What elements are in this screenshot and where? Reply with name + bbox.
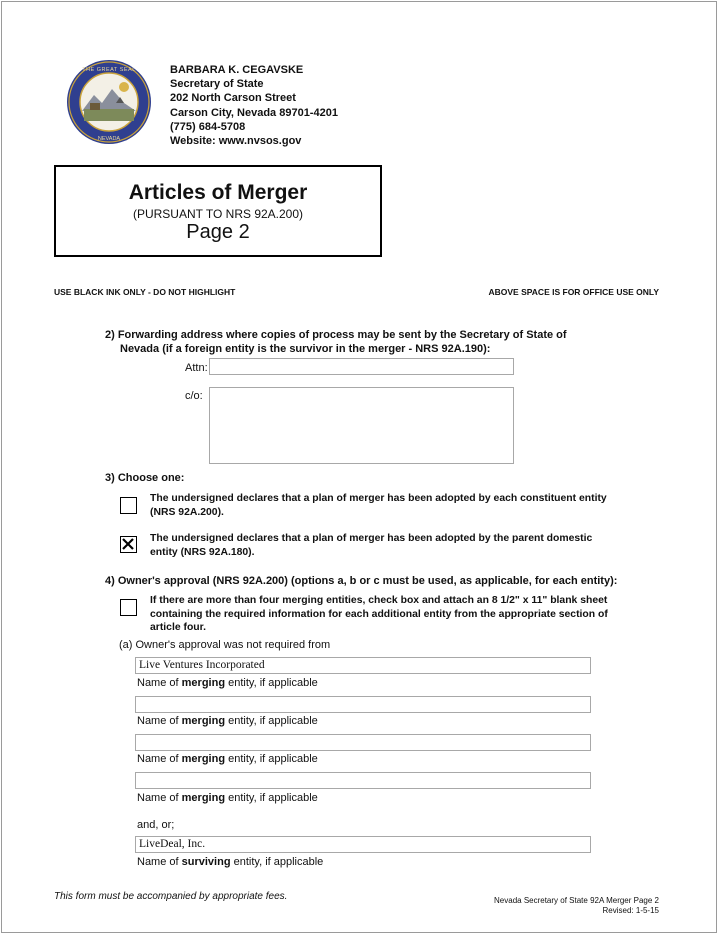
- and-or-label: and, or;: [137, 819, 175, 831]
- caption-bold: merging: [181, 677, 226, 689]
- revised-date: Revised: 1-5-15: [602, 906, 659, 915]
- form-page-label: Page 2: [186, 221, 250, 243]
- merging-entity-4-caption: [137, 792, 318, 804]
- form-title: Articles of Merger: [128, 181, 308, 204]
- attn-label: Attn:: [185, 362, 208, 374]
- co-label: c/o:: [185, 390, 203, 402]
- caption-prefix: Name of: [137, 856, 182, 868]
- caption-suffix: entity, if applicable: [225, 753, 318, 765]
- caption-prefix: Name of: [137, 792, 182, 804]
- form-title-box: [54, 165, 382, 257]
- merging-entity-3-input[interactable]: [135, 734, 591, 751]
- caption-prefix: Name of: [137, 715, 182, 727]
- sos-website: Website: www.nvsos.gov: [170, 135, 302, 148]
- svg-text:NEVADA: NEVADA: [97, 136, 121, 142]
- office-use-note: ABOVE SPACE IS FOR OFFICE USE ONLY: [488, 287, 659, 297]
- form-subtitle: (PURSUANT TO NRS 92A.200): [132, 207, 304, 221]
- extra-entities-text: [150, 594, 608, 635]
- sos-street: 202 North Carson Street: [170, 92, 296, 105]
- form-footer-id: [494, 896, 659, 916]
- merging-entity-3-caption: [137, 753, 318, 765]
- nevada-state-seal: [66, 59, 152, 145]
- caption-prefix: Name of: [137, 677, 182, 689]
- sub-a-label: (a) Owner's approval was not required from: [119, 639, 331, 651]
- section-2-line1: 2) Forwarding address where copies of process may be sent by the Secretary of State of: [105, 329, 567, 341]
- option-1-line1: The undersigned declares that a plan of merger has been adopted by each constituent entity: [150, 493, 607, 504]
- option-2-line2: entity (NRS 92A.180).: [150, 546, 255, 558]
- extra-entities-checkbox[interactable]: [120, 599, 137, 616]
- caption-suffix: entity, if applicable: [230, 856, 324, 868]
- ink-instruction: USE BLACK INK ONLY - DO NOT HIGHLIGHT: [54, 287, 236, 297]
- section-2-line2: Nevada (if a foreign entity is the survivor in the merger - NRS 92A.190):: [120, 343, 491, 355]
- caption-bold: merging: [181, 753, 226, 765]
- extra-line2: containing the required information for each additional entity from the appropriate section of: [150, 608, 608, 620]
- check-x-icon: [121, 537, 135, 551]
- secretary-of-state-header: [170, 63, 338, 148]
- section-2-heading: [105, 328, 567, 356]
- form-id: Nevada Secretary of State 92A Merger Page 2: [494, 896, 659, 905]
- caption-bold: surviving: [181, 856, 231, 868]
- caption-bold: merging: [181, 792, 226, 804]
- svg-text:THE GREAT SEAL: THE GREAT SEAL: [82, 67, 136, 73]
- merging-entity-2-caption: [137, 715, 318, 727]
- attn-input[interactable]: [209, 358, 514, 375]
- section-4-heading: 4) Owner's approval (NRS 92A.200) (options a, b or c must be used, as applicable, for each entity):: [105, 575, 618, 587]
- option-1-line2: (NRS 92A.200).: [150, 506, 224, 518]
- option-2-line1: The undersigned declares that a plan of merger has been adopted by the parent domestic: [150, 533, 593, 544]
- caption-suffix: entity, if applicable: [225, 677, 318, 689]
- extra-line3: article four.: [150, 622, 207, 633]
- surviving-entity-input[interactable]: LiveDeal, Inc.: [135, 836, 591, 853]
- option-1-checkbox[interactable]: [120, 497, 137, 514]
- caption-prefix: Name of: [137, 753, 182, 765]
- sos-name: BARBARA K. CEGAVSKE: [170, 64, 304, 76]
- option-1-text: [150, 492, 607, 519]
- surviving-entity-caption: [137, 856, 323, 868]
- merging-entity-4-input[interactable]: [135, 772, 591, 789]
- sos-city: Carson City, Nevada 89701-4201: [170, 106, 338, 119]
- caption-suffix: entity, if applicable: [225, 792, 318, 804]
- sos-title: Secretary of State: [170, 78, 264, 91]
- option-2-text: [150, 532, 592, 559]
- merging-entity-1-caption: [137, 677, 318, 689]
- caption-suffix: entity, if applicable: [225, 715, 318, 727]
- sos-phone: (775) 684-5708: [170, 120, 246, 133]
- caption-bold: merging: [181, 715, 226, 727]
- co-input[interactable]: [209, 387, 514, 464]
- merging-entity-2-input[interactable]: [135, 696, 591, 713]
- extra-line1: If there are more than four merging entities, check box and attach an 8 1/2" x 11" blank sheet: [150, 595, 608, 606]
- section-3-heading: 3) Choose one:: [105, 472, 185, 484]
- merging-entity-1-input[interactable]: Live Ventures Incorporated: [135, 657, 591, 674]
- fees-note: This form must be accompanied by appropriate fees.: [54, 891, 288, 902]
- option-2-checkbox[interactable]: [120, 536, 137, 553]
